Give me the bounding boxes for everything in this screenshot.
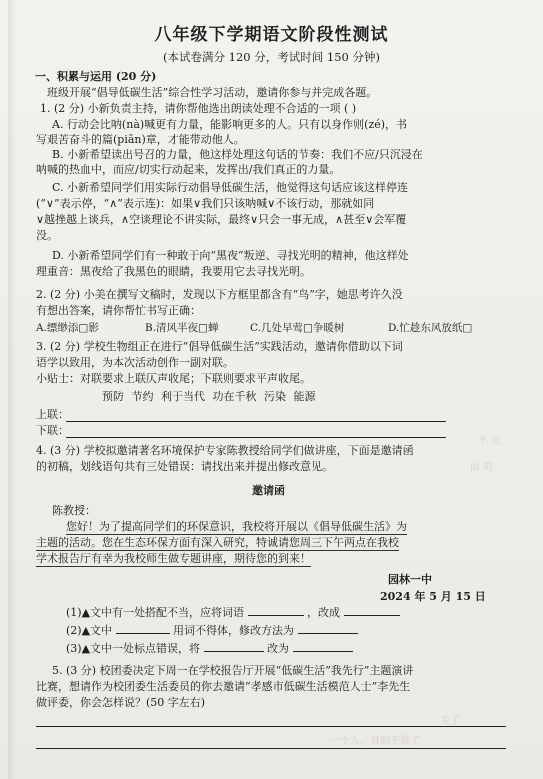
q3-tip: 小贴士：对联要求上联仄声收尾；下联则要求平声收尾。: [36, 372, 311, 385]
letter-body-line2: [36, 536, 399, 550]
bleed-through-text: 不 光: [478, 436, 502, 447]
q1-option-d-line1: D. 小新希望同学们有一种敢于向“黑夜”叛逆、寻找光明的精神，他这样处: [52, 249, 409, 262]
q3-stem-line1: 3. (2 分) 学校生物组正在进行“倡导低碳生活”实践活动，邀请你借助以下词: [36, 340, 403, 353]
q1-option-c-line1: C. 小新希望同学们用实际行动倡导低碳生活，他觉得这句话应该这样停连: [52, 181, 409, 194]
q1-option-b-line1: B. 小新希望读出号召的力量，他这样处理这句话的节奏：我们不应/只沉浸在: [52, 148, 423, 161]
letter-signer: 园林一中: [388, 573, 432, 586]
q4-answer-2-text-b: 用词不得体，修改方法为: [173, 624, 295, 637]
q5-answer-line-1[interactable]: [36, 726, 506, 727]
page-title: 八年级下学期语文阶段性测试: [154, 25, 389, 45]
q4-answer-3-text: (3)▲文中一处标点错误，将: [66, 642, 201, 655]
q4-answer-3-text-b: 改为: [267, 642, 290, 655]
letter-salutation: 陈教授：: [52, 504, 96, 517]
q1-option-c-line2: (“∨”表示停，“∧”表示连)：如果∨我们只该呐喊∨不该行动，那就如同: [36, 197, 375, 210]
letter-body-text-1: 您好！为了提高同学们的环保意识，我校将开展以《倡导低碳生活》为: [66, 520, 407, 533]
page-subtitle: (本试卷满分 120 分，考试时间 150 分钟): [163, 50, 380, 64]
q1-option-a-line2: 写艰苦奋斗的篇(piān)章，才能带动他人。: [36, 133, 245, 146]
bleed-through-text: 雨 的: [470, 462, 494, 473]
q5-stem-line3: 做评委，你会怎样说？(50 字左右): [36, 696, 206, 709]
letter-date: 2024 年 5 月 15 日: [380, 590, 486, 603]
q4-answer-2-text: (2)▲文中: [66, 624, 113, 637]
q2-option-b: B.清风半夜□蝉: [145, 322, 219, 334]
q4-answer-2-blank-a[interactable]: [116, 633, 170, 634]
letter-body-line3: [36, 552, 311, 566]
q3-stem-line2: 语学以致用，为本次活动创作一副对联。: [36, 356, 234, 369]
q3-upper-answer-line[interactable]: [66, 421, 446, 422]
page-edge-shadow: [8, 0, 16, 779]
q4-answer-3-blank-b[interactable]: [293, 651, 353, 652]
q2-option-a: A.缥缈添□影: [36, 322, 99, 334]
q4-answer-3-blank-a[interactable]: [204, 651, 264, 652]
q4-answer-3: [66, 642, 353, 656]
q5-answer-line-2[interactable]: [36, 748, 506, 749]
q1-option-c-line4: 没。: [36, 229, 58, 242]
q2-stem-line2: 有想出答案，请你帮忙书写正确：: [36, 304, 201, 317]
q2-option-c: C.几处早莺□争暖树: [250, 322, 345, 334]
q1-option-d-line2: 理重音：黑夜给了我黑色的眼睛，我要用它去寻找光明。: [36, 265, 311, 278]
section-heading: 一、积累与运用 (20 分): [35, 70, 157, 83]
q2-option-d: D.忙趁东风放纸□: [388, 322, 473, 334]
q4-answer-2-blank-b[interactable]: [298, 633, 358, 634]
q1-option-b-line2: 呐喊的热血中，而应/切实行动起来，发挥出/我们真正的力量。: [36, 163, 341, 176]
letter-body-line1: [66, 520, 407, 534]
q5-stem-line2: 比赛，想请作为校团委生活委员的你去邀请“孝感市低碳生活模范人士”李先生: [36, 680, 411, 693]
q4-answer-1-text: (1)▲文中有一处搭配不当，应将词语: [66, 606, 245, 619]
bleed-through-text: 一个人，真的不管了: [330, 736, 420, 747]
letter-body-text-2: 主题的活动。您在生态环保方面有深入研究，特诚请您周三下午两点在我校: [36, 536, 399, 549]
letter-body-text-3: 学术报告厅有幸为我校师生做专题讲座，期待您的到来！: [36, 552, 311, 565]
q4-stem-line1: 4. (3 分) 学校拟邀请著名环境保护专家陈教授给同学们做讲座，下面是邀请函: [36, 444, 414, 457]
q3-lower-answer-line[interactable]: [66, 437, 446, 438]
q3-word-bank: 预防 节约 利于当代 功在千秋 污染 能源: [102, 390, 316, 403]
q3-lower-label: 下联：: [36, 424, 69, 437]
q2-stem-line1: 2. (2 分) 小美在撰写文稿时，发现以下方框里都含有“鸟”字，她思考许久没: [36, 288, 403, 301]
q4-answer-2: [66, 624, 358, 638]
q4-answer-1-text-b: ，改成: [307, 606, 341, 619]
q1-option-a-line1: A. 行动会比呐(nà)喊更有力量，能影响更多的人。只有以身作则(zé)，书: [52, 118, 408, 131]
q1-option-c-line3: ∨越挫越上谈兵，∧空谈理论不讲实际，最终∨只会一事无成，∧甚至∨会军覆: [36, 213, 407, 226]
bleed-through-text: 关了: [440, 716, 460, 727]
section-intro: 班级开展“倡导低碳生活”综合性学习活动，邀请你参与并完成各题。: [47, 86, 378, 99]
q4-answer-1-blank-a[interactable]: [248, 615, 304, 616]
letter-title: 邀请函: [252, 484, 285, 497]
q3-upper-label: 上联：: [36, 408, 69, 421]
q4-stem-line2: 的初稿，划线语句共有三处错误：请找出来并提出修改意见。: [36, 460, 333, 473]
q4-answer-1-blank-b[interactable]: [344, 615, 400, 616]
q4-answer-1: [66, 606, 400, 620]
q5-stem-line1: 5. (3 分) 校团委决定下周一在学校报告厅开展“低碳生活”我先行”主题演讲: [52, 664, 414, 677]
q1-stem: 1. (2 分) 小新负责主持，请你帮他选出朗读处理不合适的一项 ( ): [40, 102, 357, 115]
